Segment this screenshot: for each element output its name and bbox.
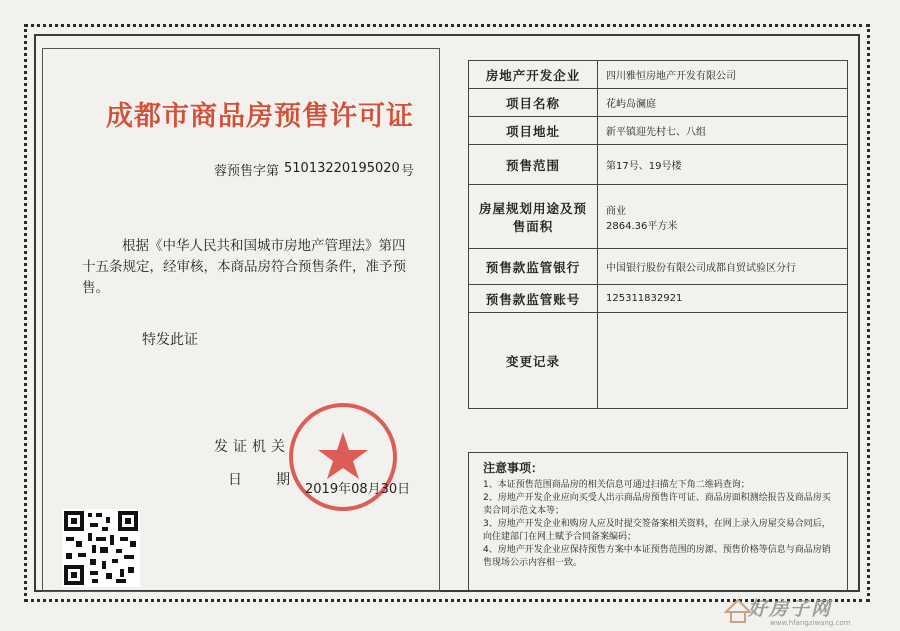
certificate-number: 51013220195020 xyxy=(284,161,400,176)
escrow-bank-value: 中国银行股份有限公司成都自贸试验区分行 xyxy=(598,249,848,285)
presale-scope-label: 预售范围 xyxy=(469,145,598,185)
change-record-label: 变更记录 xyxy=(469,313,598,409)
notes-item: 2、房地产开发企业应向买受人出示商品房预售许可证、商品房面积测绘报告及商品房买卖合同示范文本等； xyxy=(483,493,831,516)
table-row xyxy=(469,185,848,249)
project-location-label: 项目地址 xyxy=(469,117,598,145)
usage-area-label: 房屋规划用途及预售面积 xyxy=(469,185,598,249)
notes-item: 3、房地产开发企业和购房人应及时提交签备案相关资料，在网上录入房屋交易合同后，向住建部门在网上赋予合同备案编码； xyxy=(483,519,831,542)
notes-title: 注意事项： xyxy=(483,461,544,475)
presale-info-table xyxy=(468,60,848,409)
developer-label: 房地产开发企业 xyxy=(469,61,598,89)
notes-item: 1、本证预售范围商品房的相关信息可通过扫描左下角二维码查询； xyxy=(483,480,750,490)
table-row xyxy=(469,117,848,145)
presale-scope-value: 第17号、19号楼 xyxy=(598,145,848,185)
escrow-bank-label: 预售款监管银行 xyxy=(469,249,598,285)
certificate-body-text: 根据《中华人民共和国城市房地产管理法》第四十五条规定，经审核，本商品房符合预售条件，准予预售。 xyxy=(82,238,406,296)
issue-date: 2019年08月30日 xyxy=(305,482,411,497)
escrow-account-value: 125311832921 xyxy=(598,285,848,313)
area-value: 2864.36平方米 xyxy=(606,220,678,232)
project-name-value: 花屿岛澜庭 xyxy=(598,89,848,117)
project-location-value: 新平镇迎先村七、八组 xyxy=(598,117,848,145)
table-row xyxy=(469,89,848,117)
table-row xyxy=(469,61,848,89)
issuing-authority-label: 发证机关 xyxy=(214,439,290,455)
table-row xyxy=(469,313,848,409)
issue-date-label: 日期 xyxy=(228,472,324,488)
special-issue-text: 特发此证 xyxy=(142,332,198,348)
change-record-value xyxy=(598,313,848,409)
developer-value: 四川雅恒房地产开发有限公司 xyxy=(598,61,848,89)
watermark-text: 好房子网 xyxy=(748,598,833,620)
certificate-number-suffix: 号 xyxy=(401,164,415,179)
certificate-title: 成都市商品房预售许可证 xyxy=(106,101,414,132)
official-seal-icon xyxy=(284,398,402,516)
watermark-url: www.hfangziwang.com xyxy=(770,619,851,627)
qr-code-icon[interactable] xyxy=(62,509,140,587)
table-row xyxy=(469,285,848,313)
usage-area-value xyxy=(598,185,848,249)
project-name-label: 项目名称 xyxy=(469,89,598,117)
escrow-account-label: 预售款监管账号 xyxy=(469,285,598,313)
notes-item: 4、房地产开发企业应保持预售方案中本证预售范围的房源、预售价格等信息与商品房销售现场公示内容相一致。 xyxy=(483,545,831,568)
usage-value: 商业 xyxy=(606,205,626,217)
table-row xyxy=(469,249,848,285)
certificate-number-label: 蓉预售字第 xyxy=(214,164,280,179)
notes-section xyxy=(468,452,848,592)
table-row xyxy=(469,145,848,185)
